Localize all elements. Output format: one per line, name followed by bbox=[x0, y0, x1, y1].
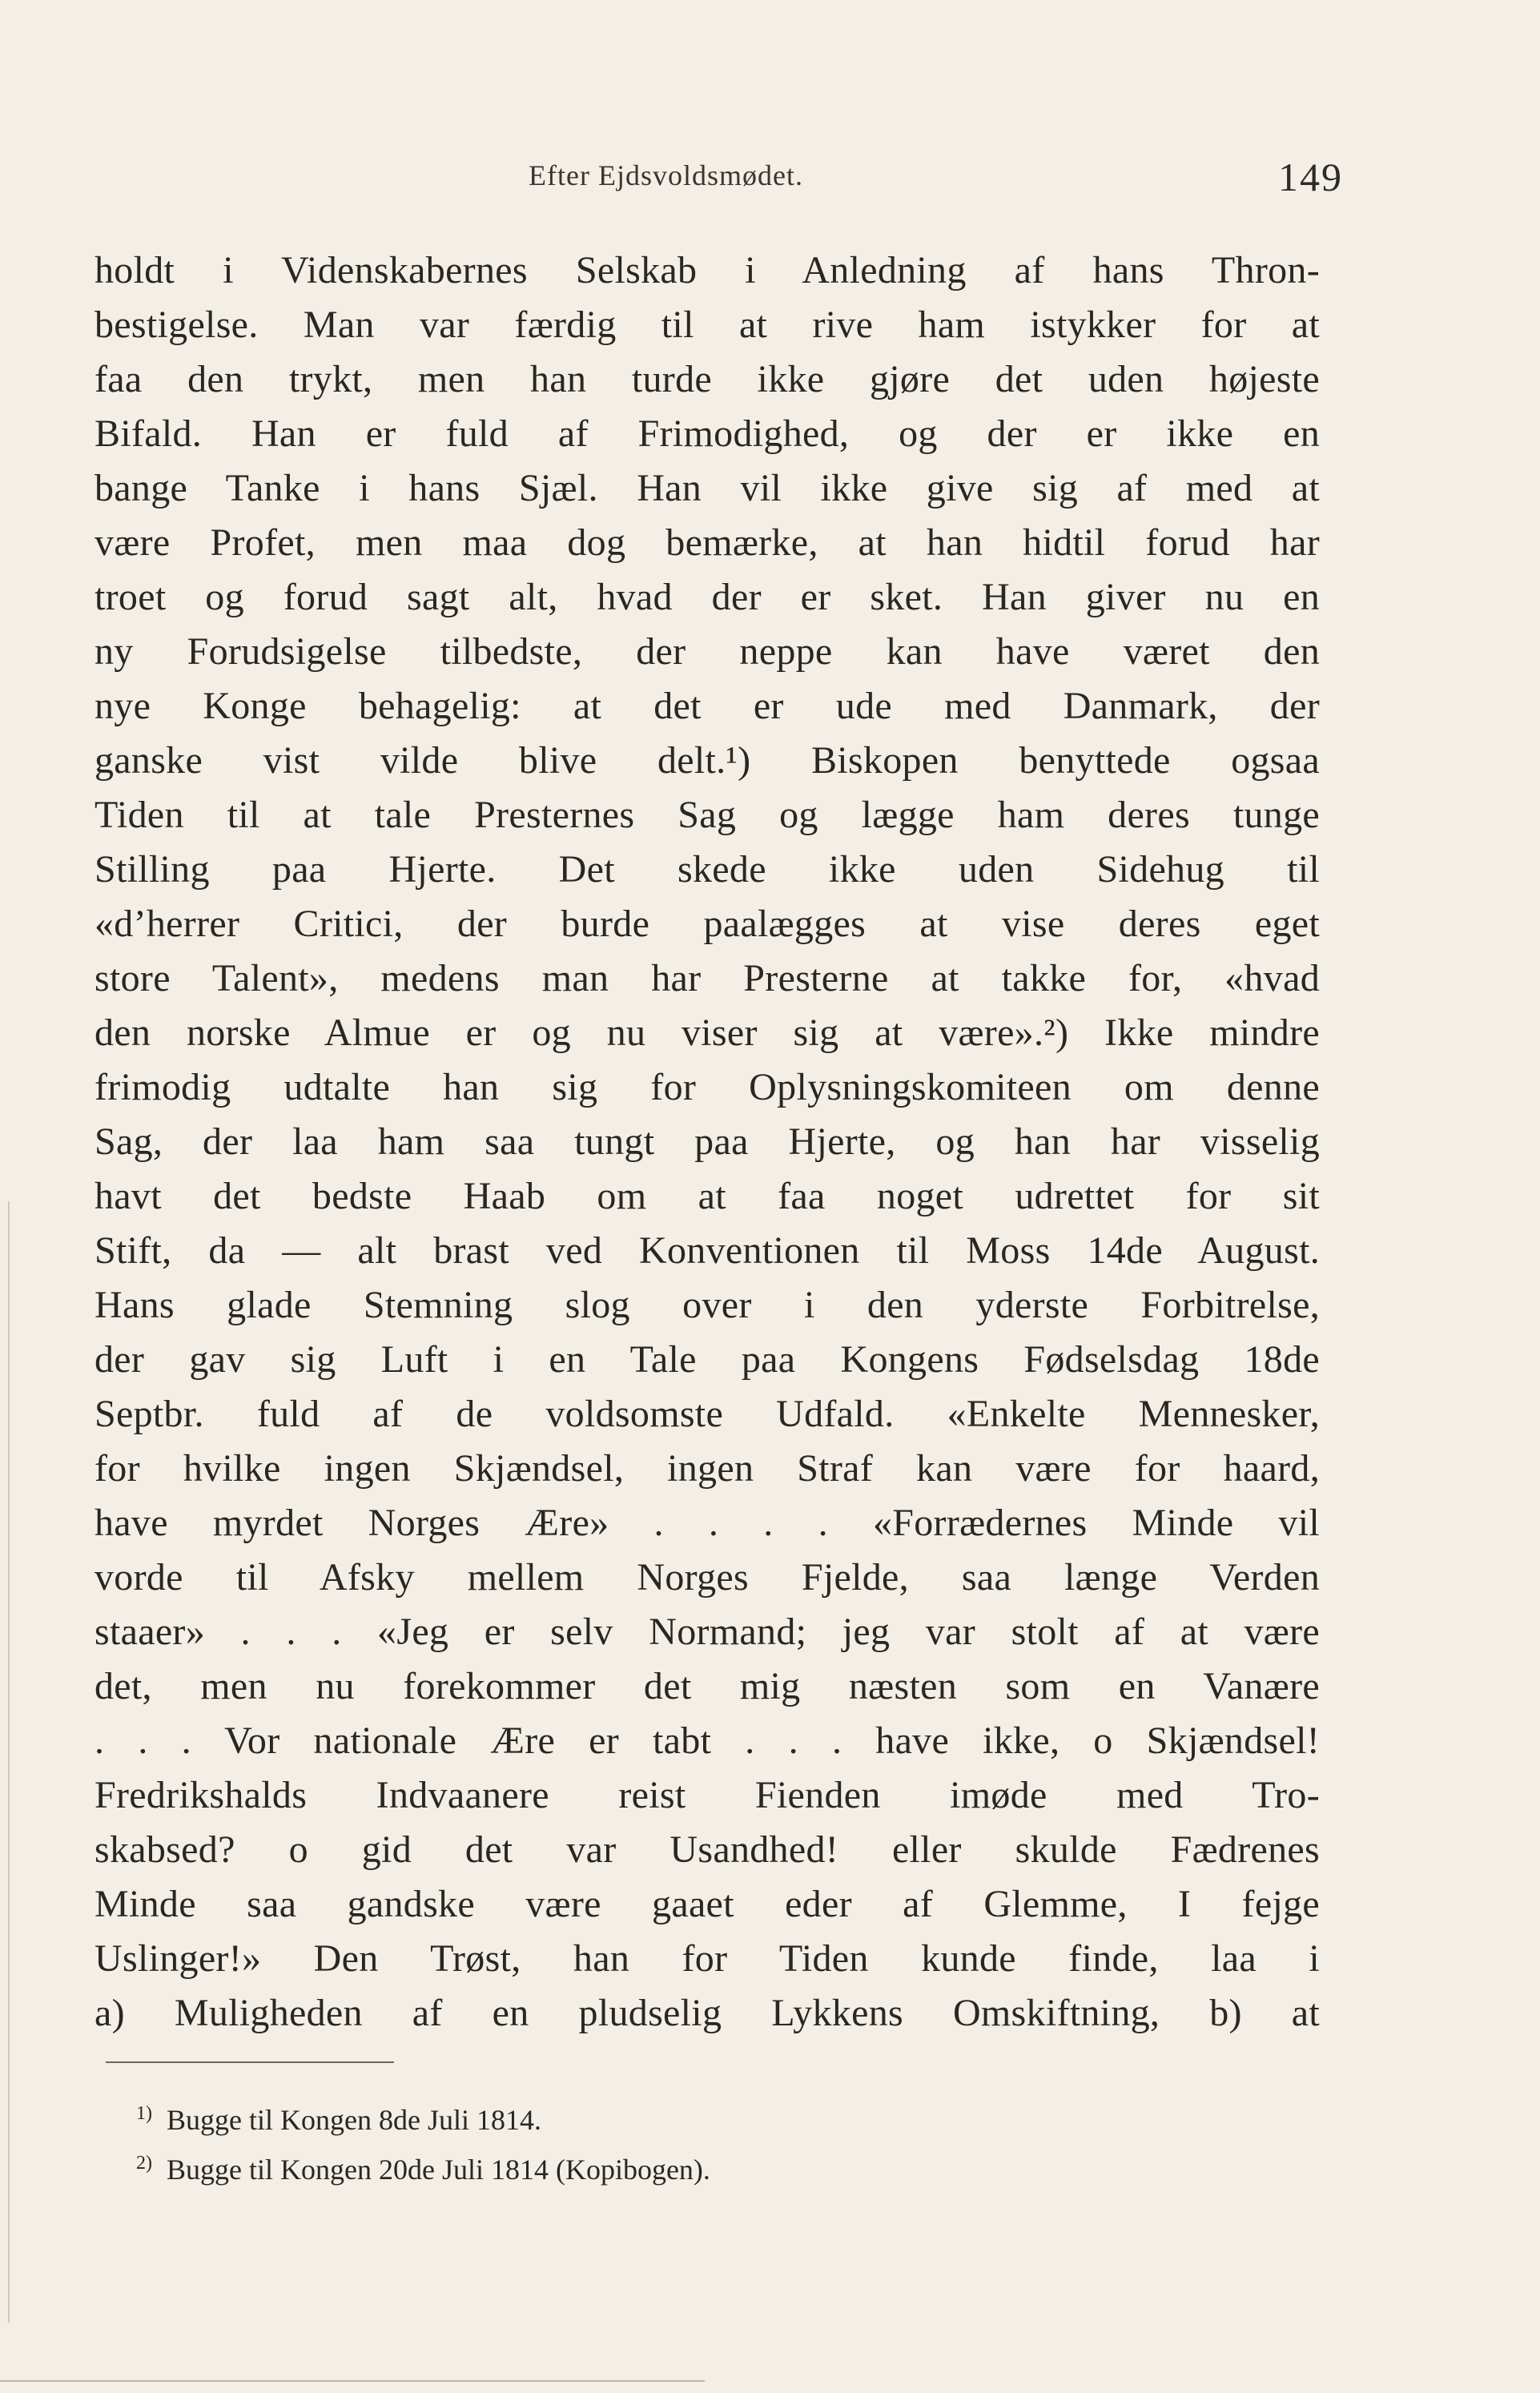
text-line: vorde til Afsky mellem Norges Fjelde, saa længe Verden bbox=[94, 1556, 1320, 1599]
text-line: staaer» . . . «Jeg er selv Normand; jeg var stolt af at være bbox=[94, 1611, 1320, 1653]
body-text bbox=[94, 243, 1320, 2041]
page-number: 149 bbox=[1278, 155, 1343, 199]
footnote-1 bbox=[136, 2092, 1097, 2142]
text-line: Septbr. fuld af de voldsomste Udfald. «Enkelte Mennesker, bbox=[94, 1393, 1320, 1435]
text-line: troet og forud sagt alt, hvad der er sket. Han giver nu en bbox=[94, 576, 1320, 618]
text-line: Hans glade Stemning slog over i den yderste Forbitrelse, bbox=[94, 1284, 1320, 1326]
text-line: faa den trykt, men han turde ikke gjøre det uden højeste bbox=[94, 358, 1320, 400]
text-line: Stift, da — alt brast ved Konventionen til Moss 14de August. bbox=[94, 1229, 1320, 1272]
text-line: Uslinger!» Den Trøst, han for Tiden kunde finde, laa i bbox=[94, 1937, 1320, 1980]
page-edge-shadow bbox=[8, 1201, 10, 2323]
footnote-rule bbox=[106, 2061, 394, 2063]
text-line: bange Tanke i hans Sjæl. Han vil ikke give sig af med at bbox=[94, 467, 1320, 509]
text-line: skabsed? o gid det var Usandhed! eller skulde Fædrenes bbox=[94, 1828, 1320, 1871]
footnote-marker: 2) bbox=[136, 2153, 152, 2174]
text-line: være Profet, men maa dog bemærke, at han hidtil forud har bbox=[94, 521, 1320, 564]
text-line: a) Muligheden af en pludselig Lykkens Omskiftning, b) at bbox=[94, 1992, 1320, 2034]
text-line: store Talent», medens man har Presterne at takke for, «hvad bbox=[94, 957, 1320, 999]
text-line: der gav sig Luft i en Tale paa Kongens Fødselsdag 18de bbox=[94, 1338, 1320, 1381]
text-line: Fredrikshalds Indvaanere reist Fienden imøde med Tro- bbox=[94, 1774, 1320, 1816]
footnote-marker: 1) bbox=[136, 2103, 152, 2124]
text-line: ganske vist vilde blive delt.¹) Biskopen benyttede ogsaa bbox=[94, 739, 1320, 782]
text-line: Tiden til at tale Presternes Sag og lægge ham deres tunge bbox=[94, 794, 1320, 836]
footnote-text: Bugge til Kongen 8de Juli 1814. bbox=[167, 2104, 541, 2136]
footnotes bbox=[136, 2092, 1097, 2191]
text-line: Stilling paa Hjerte. Det skede ikke uden Sidehug til bbox=[94, 848, 1320, 891]
text-line: Minde saa gandske være gaaet eder af Glemme, I fejge bbox=[94, 1883, 1320, 1925]
running-head: Efter Ejdsvoldsmødet. bbox=[529, 159, 803, 191]
text-line: nye Konge behagelig: at det er ude med Danmark, der bbox=[94, 685, 1320, 727]
text-line: den norske Almue er og nu viser sig at være».²) Ikke mindre bbox=[94, 1011, 1320, 1054]
text-line: holdt i Videnskabernes Selskab i Anledning af hans Thron- bbox=[94, 249, 1320, 292]
footnote-text: Bugge til Kongen 20de Juli 1814 (Kopibogen). bbox=[167, 2154, 710, 2186]
text-line: Sag, der laa ham saa tungt paa Hjerte, og han har visselig bbox=[94, 1120, 1320, 1163]
text-line: for hvilke ingen Skjændsel, ingen Straf kan være for haard, bbox=[94, 1447, 1320, 1490]
page-bottom-edge bbox=[0, 2380, 705, 2382]
text-line: ny Forudsigelse tilbedste, der neppe kan have været den bbox=[94, 630, 1320, 673]
text-line: frimodig udtalte han sig for Oplysningskomiteen om denne bbox=[94, 1066, 1320, 1108]
text-line: Bifald. Han er fuld af Frimodighed, og der er ikke en bbox=[94, 412, 1320, 455]
text-line: «d’herrer Critici, der burde paalægges at vise deres eget bbox=[94, 903, 1320, 945]
footnote-2 bbox=[136, 2142, 1097, 2191]
text-line: det, men nu forekommer det mig næsten som en Vanære bbox=[94, 1665, 1320, 1707]
text-line: . . . Vor nationale Ære er tabt . . . have ikke, o Skjændsel! bbox=[94, 1719, 1320, 1762]
text-line: have myrdet Norges Ære» . . . . «Forrædernes Minde vil bbox=[94, 1502, 1320, 1544]
text-line: bestigelse. Man var færdig til at rive ham istykker for at bbox=[94, 304, 1320, 346]
text-line: havt det bedste Haab om at faa noget udrettet for sit bbox=[94, 1175, 1320, 1217]
